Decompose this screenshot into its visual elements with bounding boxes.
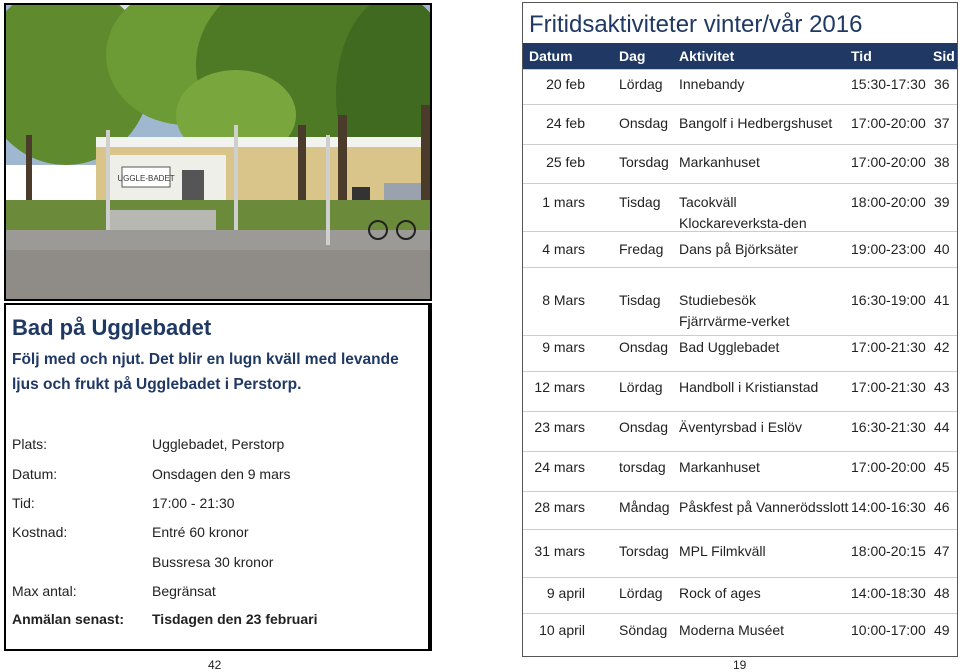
row-time: 18:00-20:15 xyxy=(851,543,926,559)
row-date: 1 mars xyxy=(542,194,585,210)
row-day: Tisdag xyxy=(619,292,661,308)
table-row xyxy=(523,411,957,452)
table-row xyxy=(523,69,957,105)
row-date: 23 mars xyxy=(534,419,585,435)
detail-label-plats: Plats: xyxy=(12,436,48,452)
detail-value-datum: Onsdagen den 9 mars xyxy=(152,466,291,482)
building-illustration xyxy=(6,5,430,299)
event-info-box xyxy=(4,303,432,651)
column-header-sid: Sid xyxy=(933,48,955,64)
row-date: 31 mars xyxy=(534,543,585,559)
table-row xyxy=(523,104,957,145)
detail-label-anmalan: Anmälan senast: xyxy=(12,611,125,627)
detail-label-max-antal: Max antal: xyxy=(12,583,77,599)
detail-value-bussresa: Bussresa 30 kronor xyxy=(152,554,274,570)
row-date: 25 feb xyxy=(546,154,585,170)
row-page: 36 xyxy=(934,76,950,92)
row-time: 17:00-21:30 xyxy=(851,379,926,395)
row-day: Onsdag xyxy=(619,419,669,435)
detail-value-tid: 17:00 - 21:30 xyxy=(152,495,235,511)
detail-value-max-antal: Begränsat xyxy=(152,583,216,599)
row-activity: Bangolf i Hedbergshuset xyxy=(679,115,833,131)
table-row xyxy=(523,451,957,492)
row-page: 43 xyxy=(934,379,950,395)
row-activity: Markanhuset xyxy=(679,154,760,170)
row-date: 20 feb xyxy=(546,76,585,92)
row-time: 14:00-18:30 xyxy=(851,585,926,601)
row-page: 39 xyxy=(934,194,950,210)
row-time: 16:30-19:00 xyxy=(851,292,926,308)
column-header-datum: Datum xyxy=(529,48,573,64)
row-day: Lördag xyxy=(619,379,663,395)
row-date: 9 mars xyxy=(542,339,585,355)
row-date: 28 mars xyxy=(534,499,585,515)
row-page: 37 xyxy=(934,115,950,131)
row-page: 40 xyxy=(934,241,950,257)
row-time: 17:00-20:00 xyxy=(851,115,926,131)
row-time: 15:30-17:30 xyxy=(851,76,926,92)
row-activity: MPL Filmkväll xyxy=(679,543,766,559)
building-sign: UGGLE-BADET xyxy=(117,174,175,183)
row-day: Måndag xyxy=(619,499,670,515)
detail-label-datum: Datum: xyxy=(12,466,58,482)
table-row xyxy=(523,335,957,372)
row-time: 17:00-20:00 xyxy=(851,459,926,475)
row-activity: Studiebesök Fjärrvärme-verket xyxy=(679,292,790,329)
row-day: Torsdag xyxy=(619,543,669,559)
row-day: torsdag xyxy=(619,459,666,475)
row-page: 47 xyxy=(934,543,950,559)
row-date: 8 Mars xyxy=(542,292,585,308)
row-time: 17:00-21:30 xyxy=(851,339,926,355)
row-date: 24 mars xyxy=(534,459,585,475)
table-row xyxy=(523,183,957,232)
row-time: 19:00-23:00 xyxy=(851,241,926,257)
event-description: Följ med och njut. Det blir en lugn kväll med levande ljus och frukt på Ugglebadet i Perstorp. xyxy=(12,351,399,393)
row-activity: Dans på Björksäter xyxy=(679,241,799,257)
row-page: 49 xyxy=(934,622,950,638)
table-row xyxy=(523,144,957,184)
column-header-aktivitet: Aktivitet xyxy=(679,48,735,64)
row-day: Lördag xyxy=(619,76,663,92)
row-date: 9 april xyxy=(546,585,585,601)
row-time: 10:00-17:00 xyxy=(851,622,926,638)
detail-value-plats: Ugglebadet, Perstorp xyxy=(152,436,285,452)
event-title: Bad på Ugglebadet xyxy=(12,315,212,340)
table-row xyxy=(523,371,957,412)
row-activity: Rock of ages xyxy=(679,585,761,601)
row-page: 46 xyxy=(934,499,950,515)
detail-value-kostnad: Entré 60 kronor xyxy=(152,524,249,540)
row-time: 18:00-20:00 xyxy=(851,194,926,210)
row-activity: Äventyrsbad i Eslöv xyxy=(679,419,802,435)
row-day: Fredag xyxy=(619,241,664,257)
row-activity: Innebandy xyxy=(679,76,745,92)
row-page: 41 xyxy=(934,292,950,308)
page-number-right: 19 xyxy=(733,658,747,672)
row-day: Lördag xyxy=(619,585,663,601)
table-row xyxy=(523,529,957,578)
row-date: 4 mars xyxy=(542,241,585,257)
row-activity: Handboll i Kristianstad xyxy=(679,379,819,395)
row-date: 12 mars xyxy=(534,379,585,395)
table-row xyxy=(523,577,957,614)
schedule-table xyxy=(522,2,958,657)
row-day: Tisdag xyxy=(619,194,661,210)
row-page: 38 xyxy=(934,154,950,170)
row-activity: Markanhuset xyxy=(679,459,760,475)
schedule-title: Fritidsaktiviteter vinter/vår 2016 xyxy=(529,11,863,38)
row-page: 48 xyxy=(934,585,950,601)
row-activity: Moderna Muséet xyxy=(679,622,785,638)
row-day: Söndag xyxy=(619,622,668,638)
ugglebadet-photo xyxy=(4,3,432,301)
row-day: Onsdag xyxy=(619,339,669,355)
row-date: 10 april xyxy=(539,622,585,638)
page-number-left: 42 xyxy=(208,658,222,672)
row-activity: Tacokväll Klockareverksta-den xyxy=(679,194,807,231)
row-time: 14:00-16:30 xyxy=(851,499,926,515)
table-row xyxy=(523,491,957,530)
table-row xyxy=(523,613,957,658)
row-page: 44 xyxy=(934,419,950,435)
row-activity: Påskfest på Vannerödsslott xyxy=(679,499,849,515)
detail-label-kostnad: Kostnad: xyxy=(12,524,68,540)
table-row xyxy=(523,267,957,336)
row-date: 24 feb xyxy=(546,115,585,131)
table-row xyxy=(523,231,957,268)
row-time: 17:00-20:00 xyxy=(851,154,926,170)
table-header xyxy=(523,43,957,69)
row-page: 45 xyxy=(934,459,950,475)
detail-label-tid: Tid: xyxy=(12,495,35,511)
row-day: Torsdag xyxy=(619,154,669,170)
column-header-dag: Dag xyxy=(619,48,646,64)
detail-value-anmalan: Tisdagen den 23 februari xyxy=(152,611,318,627)
row-page: 42 xyxy=(934,339,950,355)
row-activity: Bad Ugglebadet xyxy=(679,339,780,355)
column-header-tid: Tid xyxy=(851,48,872,64)
row-day: Onsdag xyxy=(619,115,669,131)
row-time: 16:30-21:30 xyxy=(851,419,926,435)
